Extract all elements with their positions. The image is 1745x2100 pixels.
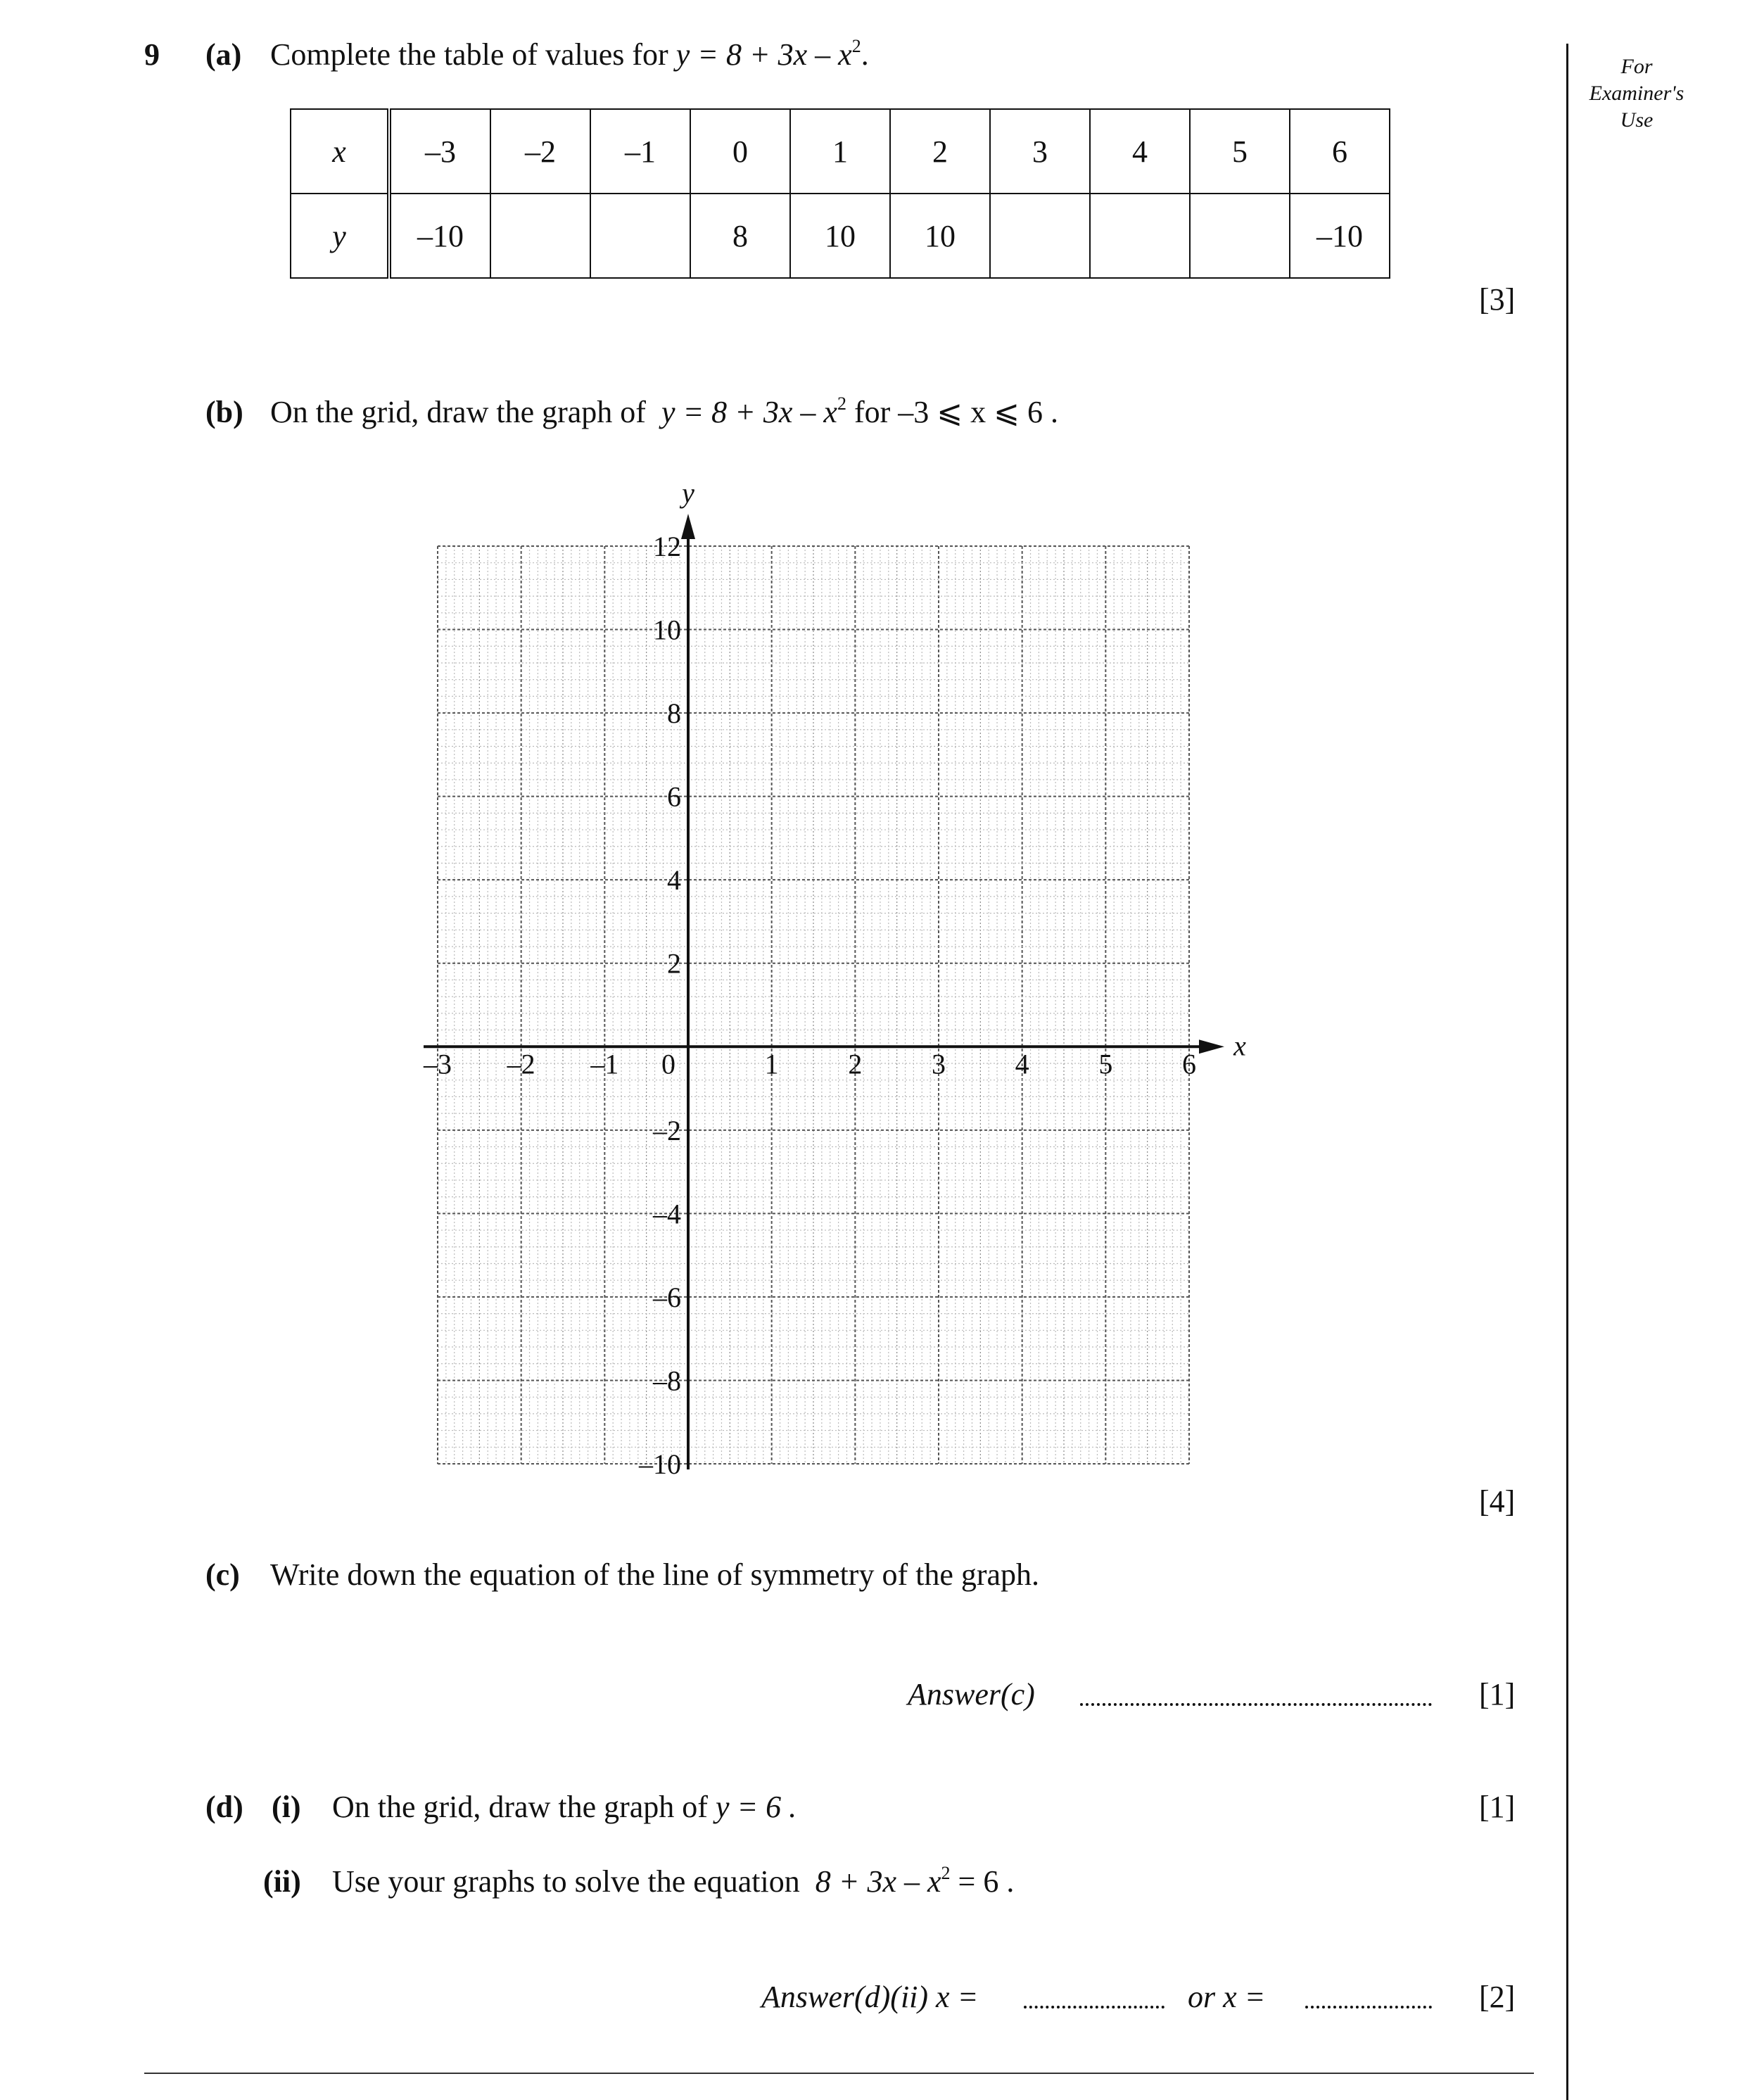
y-tick-label: –8 — [653, 1365, 681, 1397]
part-a-equation-end: . — [861, 37, 869, 72]
table-header-x: x — [291, 109, 389, 194]
table-cell-y: –10 — [389, 194, 490, 278]
y-tick-label: 12 — [653, 531, 681, 562]
table-cell-x: 4 — [1090, 109, 1190, 194]
x-tick-label: 6 — [1182, 1048, 1196, 1080]
y-tick-label: –2 — [653, 1114, 681, 1146]
x-axis-label: x — [1233, 1030, 1246, 1062]
table-cell-y: 10 — [890, 194, 990, 278]
y-tick-label: –6 — [653, 1281, 681, 1313]
x-tick-label: 1 — [764, 1048, 779, 1080]
part-c-answer-label: Answer(c) — [908, 1677, 1035, 1712]
part-d-answer-line-1[interactable] — [1024, 2006, 1165, 2009]
part-d-i-text: On the grid, draw the graph of — [332, 1790, 708, 1824]
x-tick-label: 2 — [848, 1048, 863, 1080]
y-axis-arrow — [681, 514, 695, 539]
table-cell-y: –10 — [1290, 194, 1390, 278]
part-d-marks: [2] — [1479, 1980, 1516, 2014]
part-c-text: Write down the equation of the line of symmetry of the graph. — [270, 1557, 1040, 1592]
part-d-label: (d) — [205, 1790, 243, 1824]
part-c-answer-line[interactable] — [1080, 1703, 1432, 1706]
part-d-i-marks: [1] — [1479, 1790, 1516, 1824]
part-a-equation-power: 2 — [851, 36, 861, 56]
x-tick-label: 0 — [661, 1048, 675, 1080]
examiner-line-3: Use — [1620, 108, 1654, 132]
y-tick-label: 2 — [667, 947, 681, 980]
x-axis-arrow — [1199, 1039, 1224, 1054]
table-cell-x: 5 — [1190, 109, 1290, 194]
x-tick-label: –2 — [507, 1048, 535, 1080]
part-d-answer-label: Answer(d)(ii) x = — [761, 1980, 979, 2014]
table-cell-x: –3 — [389, 109, 490, 194]
table-cell-y: 8 — [690, 194, 790, 278]
part-a-equation: y = 8 + 3x – x — [675, 37, 852, 72]
part-d-or-label: or x = — [1188, 1980, 1266, 2014]
part-d-ii-equation: 8 + 3x – x — [815, 1864, 941, 1899]
part-d-i-label: (i) — [272, 1790, 301, 1824]
y-tick-label: 10 — [653, 614, 681, 646]
y-tick-label: –4 — [653, 1198, 681, 1230]
y-tick-label: 6 — [667, 780, 681, 813]
part-d-ii-label: (ii) — [263, 1864, 301, 1899]
examiner-line-2: Examiner's — [1589, 82, 1684, 105]
table-cell-x: –1 — [590, 109, 690, 194]
table-header-y: y — [291, 194, 389, 278]
table-cell-x: 2 — [890, 109, 990, 194]
part-b-text: On the grid, draw the graph of — [270, 395, 646, 429]
x-tick-label: –3 — [424, 1048, 452, 1080]
part-b-range: for –3 ⩽ x ⩽ 6 . — [854, 395, 1058, 429]
y-tick-label: –10 — [639, 1448, 681, 1480]
y-axis-label: y — [682, 477, 694, 509]
table-cell-y: 10 — [790, 194, 890, 278]
table-cell-x: 1 — [790, 109, 890, 194]
y-tick-label: 8 — [667, 697, 681, 730]
examiner-line-1: For — [1620, 55, 1653, 78]
part-d-answer-line-2[interactable] — [1305, 2006, 1432, 2009]
part-a-label: (a) — [205, 37, 242, 72]
part-c-label: (c) — [205, 1557, 240, 1592]
part-b-equation-power: 2 — [837, 393, 846, 414]
part-c-marks: [1] — [1479, 1677, 1516, 1712]
table-cell-x: 0 — [690, 109, 790, 194]
table-cell-x: 3 — [990, 109, 1090, 194]
bottom-rule — [144, 2073, 1534, 2074]
part-a-text: Complete the table of values for — [270, 37, 668, 72]
x-tick-label: 3 — [932, 1048, 946, 1080]
x-tick-label: 5 — [1098, 1048, 1113, 1080]
x-tick-label: –1 — [590, 1048, 619, 1080]
table-cell-x: –2 — [490, 109, 590, 194]
part-a-marks: [3] — [1479, 282, 1516, 317]
part-d-ii-power: 2 — [941, 1863, 951, 1883]
part-b-label: (b) — [205, 395, 243, 429]
x-tick-label: 4 — [1015, 1048, 1029, 1080]
table-cell-x: 6 — [1290, 109, 1390, 194]
part-d-ii-question — [332, 1863, 1015, 1899]
part-d-i-question — [332, 1792, 797, 1823]
part-d-i-equation: y = 6 . — [715, 1790, 797, 1824]
question-number: 9 — [144, 37, 160, 72]
part-b-marks: [4] — [1479, 1484, 1516, 1519]
part-d-ii-equation-end: = 6 . — [958, 1864, 1015, 1899]
part-b-equation: y = 8 + 3x – x — [661, 395, 837, 429]
y-tick-label: 4 — [667, 864, 681, 897]
part-d-ii-text: Use your graphs to solve the equation — [332, 1864, 800, 1899]
